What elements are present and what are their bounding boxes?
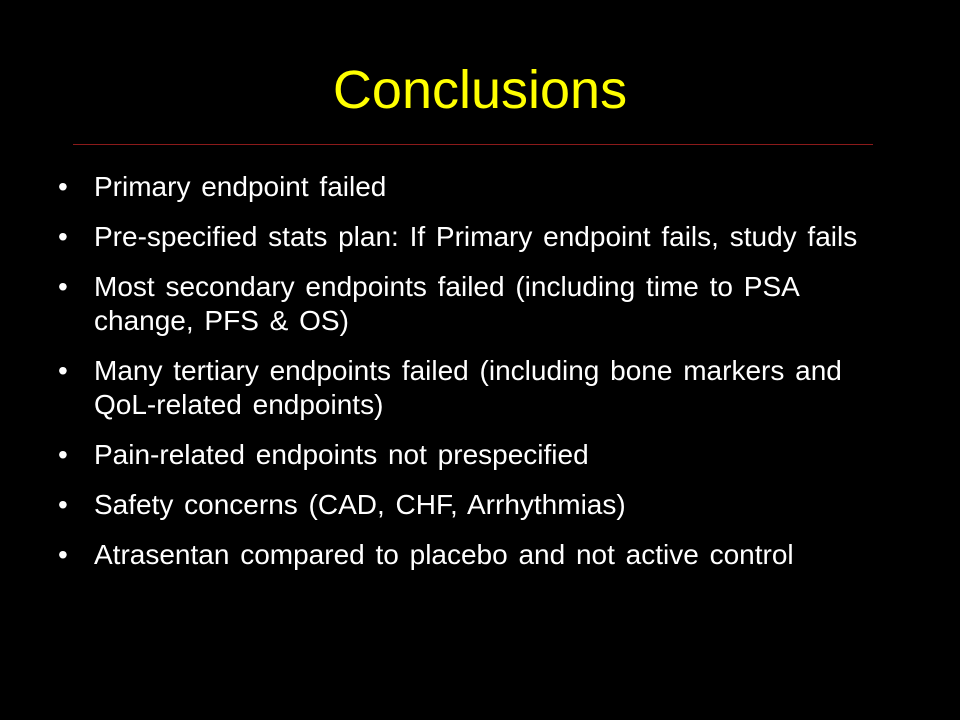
- bullet-text: Primary endpoint failed: [94, 171, 387, 202]
- bullet-text: Safety concerns (CAD, CHF, Arrhythmias): [94, 489, 626, 520]
- bullet-marker: •: [58, 439, 68, 470]
- bullet-item: [58, 488, 878, 522]
- bullet-marker: •: [58, 539, 68, 570]
- bullet-marker: •: [58, 355, 68, 386]
- bullet-text: Most secondary endpoints failed (including time to PSA change, PFS & OS): [94, 271, 799, 336]
- bullet-item: [58, 354, 878, 422]
- bullet-list: [58, 170, 878, 588]
- bullet-marker: •: [58, 489, 68, 520]
- bullet-item: [58, 438, 878, 472]
- bullet-text: Pre-specified stats plan: If Primary endpoint fails, study fails: [94, 221, 858, 252]
- slide-title: Conclusions: [332, 60, 628, 120]
- bullet-item: [58, 538, 878, 572]
- bullet-item: [58, 170, 878, 204]
- bullet-text: Atrasentan compared to placebo and not active control: [94, 539, 794, 570]
- bullet-marker: •: [58, 271, 68, 302]
- title-divider: [73, 144, 873, 145]
- bullet-marker: •: [58, 221, 68, 252]
- bullet-marker: •: [58, 171, 68, 202]
- bullet-text: Pain-related endpoints not prespecified: [94, 439, 589, 470]
- bullet-text: Many tertiary endpoints failed (including bone markers and QoL-related endpoints): [94, 355, 842, 420]
- bullet-item: [58, 220, 878, 254]
- bullet-item: [58, 270, 878, 338]
